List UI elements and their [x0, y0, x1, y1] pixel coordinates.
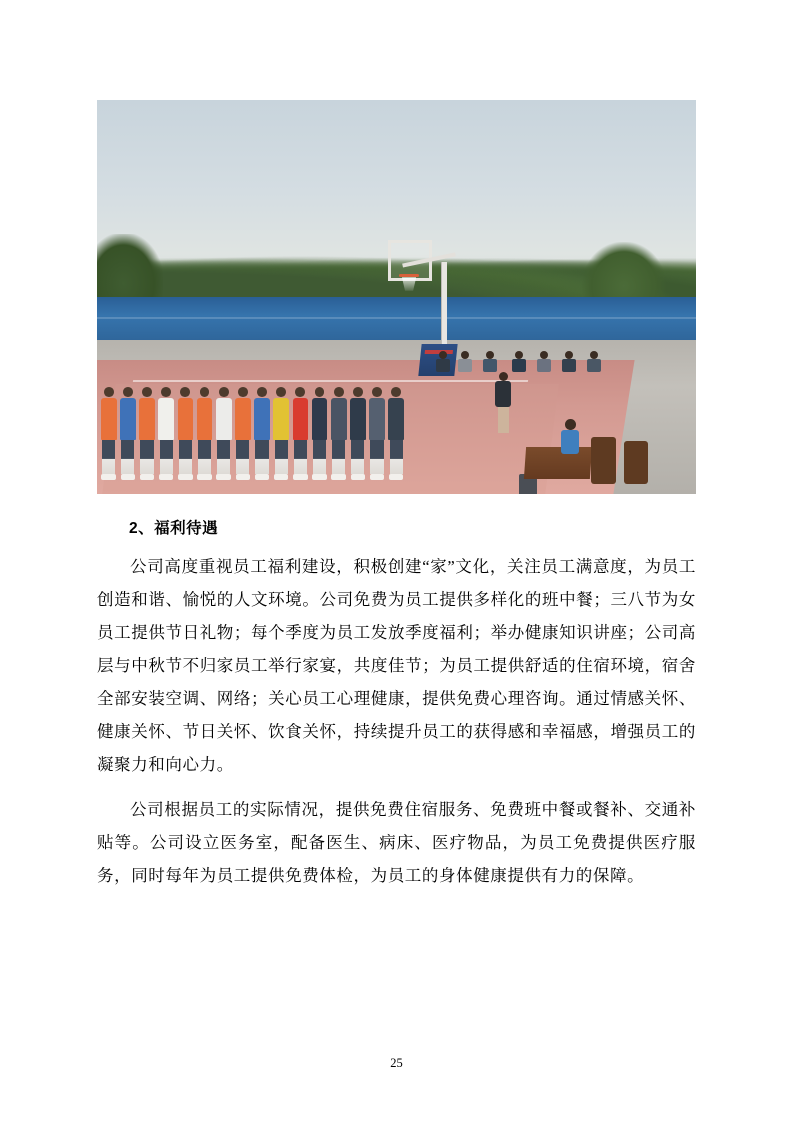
- page-number: 25: [390, 1056, 403, 1070]
- judge-person: [561, 419, 579, 454]
- tree-right: [582, 242, 666, 305]
- section-heading: 2、福利待遇: [129, 520, 219, 537]
- page-content: [97, 100, 696, 892]
- tree-left: [97, 234, 163, 305]
- paragraph-2: 公司根据员工的实际情况，提供免费住宿服务、免费班中餐或餐补、交通补贴等。公司设立医务室，配备医生、病床、医疗物品，为员工免费提供医疗服务，同时每年为员工提供免费体检，为员工的身体健康提供有力的保障。: [97, 800, 696, 885]
- basketball-rim: [399, 274, 418, 277]
- person-walking: [495, 372, 511, 433]
- chair-left: [591, 437, 616, 484]
- company-basketball-event-photo: [97, 100, 696, 494]
- chair-right: [624, 441, 648, 484]
- judges-table: [524, 447, 592, 479]
- photo-scene: [97, 100, 696, 494]
- paragraph-1: 公司高度重视员工福利建设，积极创建“家”文化，关注员工满意度，为员工创造和谐、愉悦的人文环境。公司免费为员工提供多样化的班中餐；三八节为女员工提供节日礼物；每个季度为员工发放季度福利；举办健康知识讲座；公司高层与中秋节不归家员工举行家宴，共度佳节；为员工提供舒适的住宿环境，宿舍全部安装空调、网络；关心员工心理健康，提供免费心理咨询。通过情感关怀、健康关怀、节日关怀、饮食关怀，持续提升员工的获得感和幸福感，增强员工的凝聚力和向心力。: [97, 557, 696, 774]
- players-lineup: [97, 317, 480, 494]
